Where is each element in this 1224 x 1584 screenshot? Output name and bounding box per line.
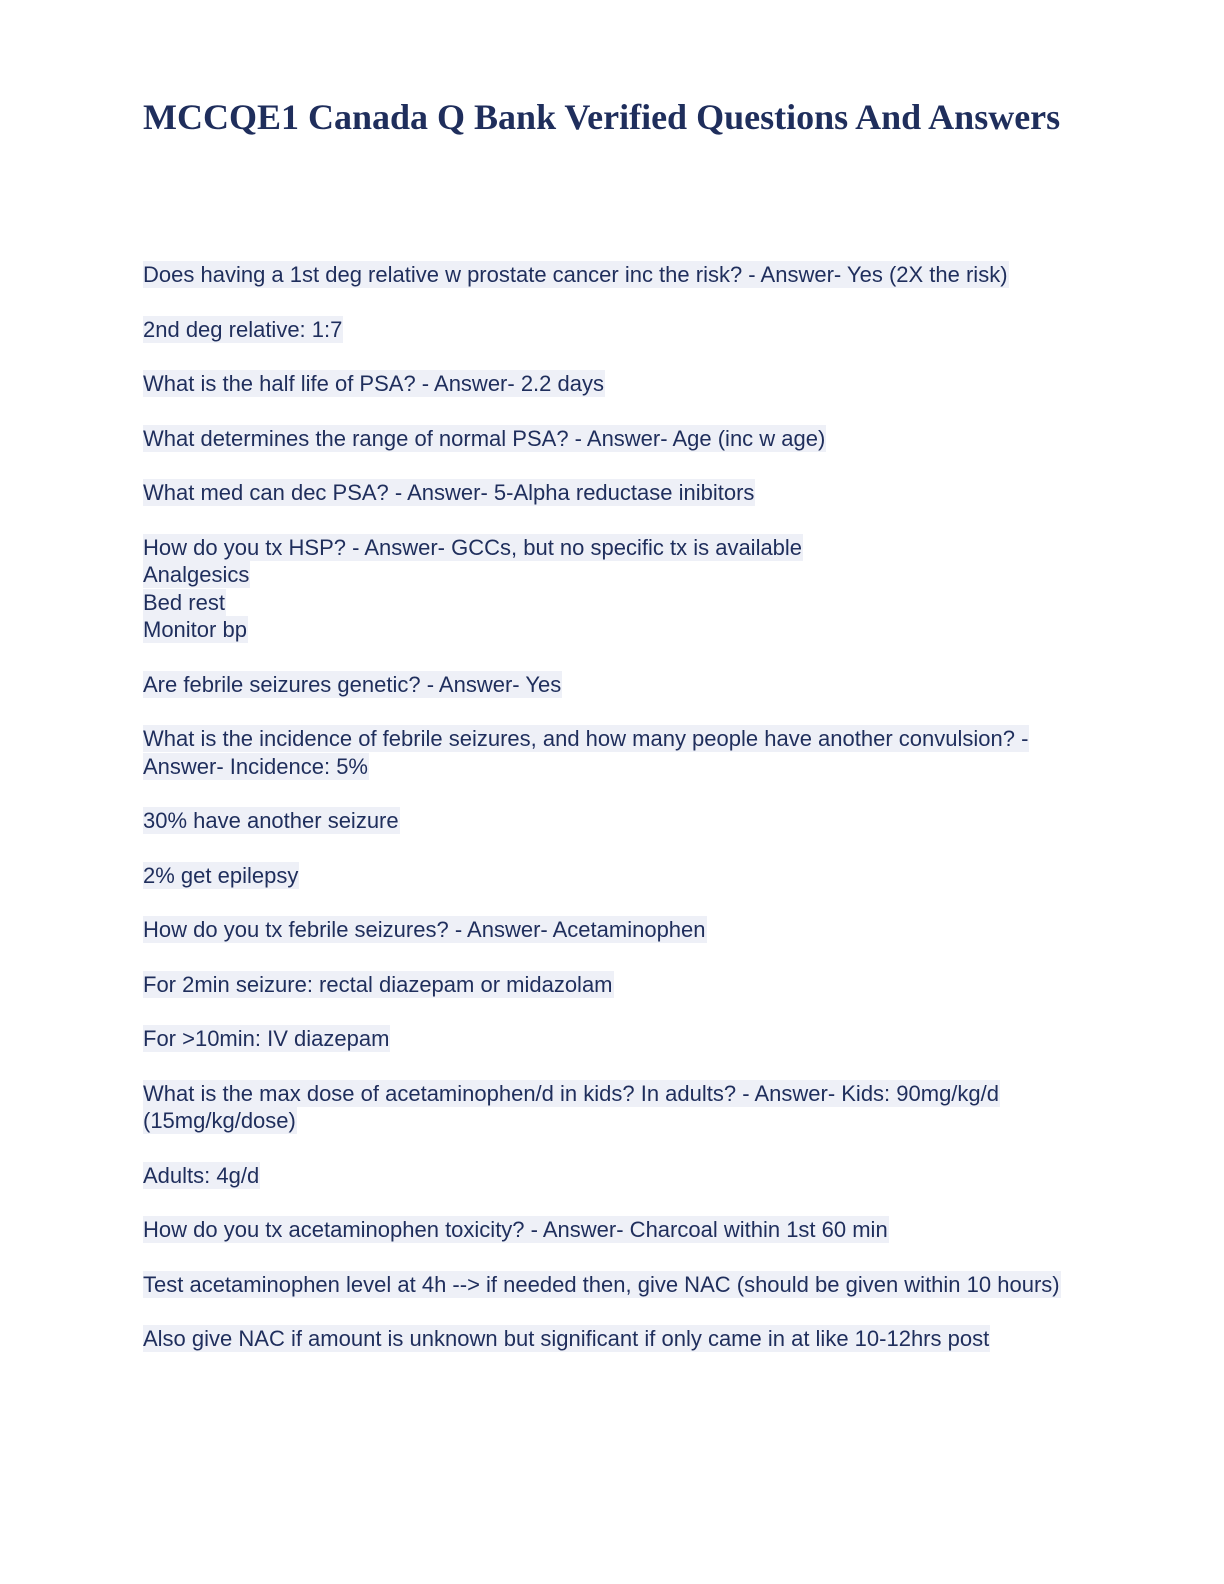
paragraph-line	[143, 261, 1083, 289]
paragraph-line	[143, 1216, 1083, 1244]
document-title: MCCQE1 Canada Q Bank Verified Questions And Answers	[143, 97, 1061, 137]
paragraph-line	[143, 1080, 1083, 1135]
qa-paragraph	[143, 862, 1083, 890]
qa-paragraph	[143, 1271, 1083, 1299]
line-text: 2% get epilepsy	[143, 862, 299, 888]
line-text: Also give NAC if amount is unknown but significant if only came in at like 10-12hrs post	[143, 1326, 990, 1351]
line-text: Bed rest	[143, 589, 225, 615]
line-text: How do you tx acetaminophen toxicity? - Answer- Charcoal within 1st 60 min	[143, 1217, 888, 1242]
paragraph-line	[143, 1271, 1083, 1299]
line-text: What determines the range of normal PSA? - Answer- Age (inc w age)	[143, 425, 826, 451]
line-text: How do you tx HSP? - Answer- GCCs, but no specific tx is available	[143, 534, 803, 560]
qa-paragraph	[143, 479, 1083, 507]
paragraph-line	[143, 316, 1083, 344]
paragraph-line	[143, 589, 1083, 617]
qa-paragraph	[143, 1025, 1083, 1053]
line-text: 2nd deg relative: 1:7	[143, 316, 343, 342]
paragraph-line	[143, 425, 1083, 453]
qa-paragraph	[143, 725, 1083, 780]
qa-paragraph	[143, 916, 1083, 944]
paragraph-line	[143, 479, 1083, 507]
qa-paragraph	[143, 971, 1083, 999]
paragraph-line	[143, 534, 1083, 562]
qa-paragraph	[143, 534, 1083, 644]
paragraph-line	[143, 616, 1083, 644]
paragraph-line	[143, 1162, 1083, 1190]
line-text: What is the incidence of febrile seizures, and how many people have another convulsion? - Answer- Incidence: 5%	[143, 726, 1029, 779]
qa-paragraph	[143, 316, 1083, 344]
paragraph-line	[143, 862, 1083, 890]
line-text: Test acetaminophen level at 4h --> if needed then, give NAC (should be given within 10 hours)	[143, 1271, 1060, 1297]
document-body	[143, 261, 1083, 1380]
line-text: 30% have another seizure	[143, 808, 399, 833]
paragraph-line	[143, 916, 1083, 944]
qa-paragraph	[143, 1162, 1083, 1190]
qa-paragraph	[143, 370, 1083, 398]
line-text: Monitor bp	[143, 617, 247, 642]
qa-paragraph	[143, 1080, 1083, 1135]
qa-paragraph	[143, 261, 1083, 289]
qa-paragraph	[143, 671, 1083, 699]
qa-paragraph	[143, 425, 1083, 453]
line-text: Adults: 4g/d	[143, 1162, 260, 1188]
qa-paragraph	[143, 1325, 1083, 1353]
qa-paragraph	[143, 807, 1083, 835]
paragraph-line	[143, 807, 1083, 835]
paragraph-line	[143, 1325, 1083, 1353]
paragraph-line	[143, 1025, 1083, 1053]
line-text: For 2min seizure: rectal diazepam or midazolam	[143, 971, 613, 997]
line-text: What is the max dose of acetaminophen/d in kids? In adults? - Answer- Kids: 90mg/kg/d (15mg/kg/dose)	[143, 1080, 1000, 1133]
qa-paragraph	[143, 1216, 1083, 1244]
paragraph-line	[143, 725, 1083, 780]
paragraph-line	[143, 671, 1083, 699]
paragraph-line	[143, 370, 1083, 398]
line-text: How do you tx febrile seizures? - Answer- Acetaminophen	[143, 917, 706, 942]
line-text: Are febrile seizures genetic? - Answer- Yes	[143, 671, 562, 697]
line-text: For >10min: IV diazepam	[143, 1026, 390, 1051]
line-text: Analgesics	[143, 562, 250, 587]
line-text: What is the half life of PSA? - Answer- 2.2 days	[143, 371, 604, 396]
paragraph-line	[143, 561, 1083, 589]
line-text: What med can dec PSA? - Answer- 5-Alpha reductase inibitors	[143, 480, 755, 505]
paragraph-line	[143, 971, 1083, 999]
line-text: Does having a 1st deg relative w prostate cancer inc the risk? - Answer- Yes (2X the risk)	[143, 262, 1008, 287]
